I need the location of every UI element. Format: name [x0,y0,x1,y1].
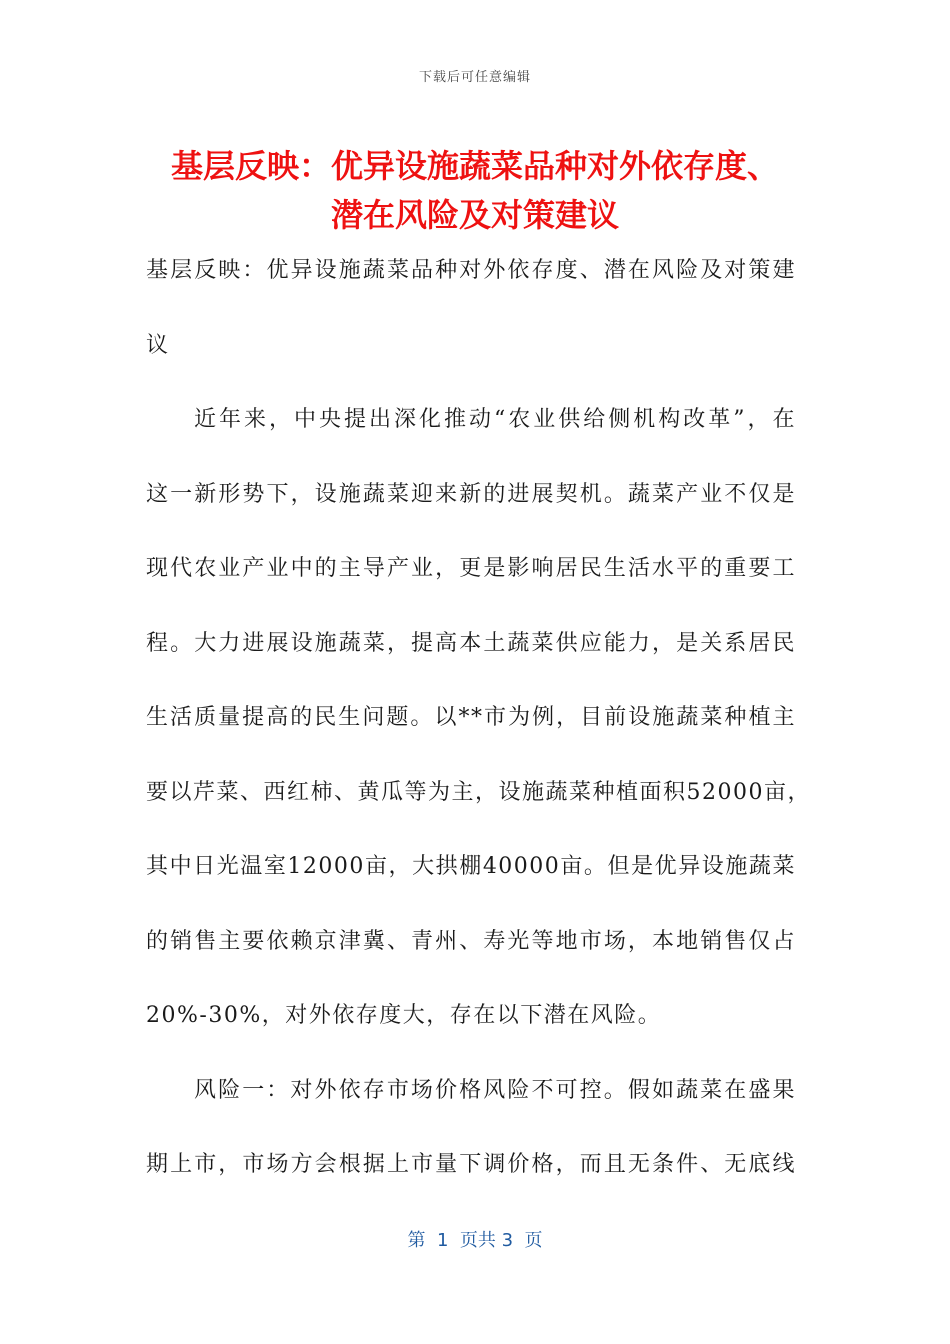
body-line: 近年来，中央提出深化推动“农业供给侧机构改革”，在 [194,407,796,432]
body-line: 期上市，市场方会根据上市量下调价格，而且无条件、无底线 [146,1152,796,1177]
header-note: 下载后可任意编辑 [418,70,531,85]
body-line: 风险一：对外依存市场价格风险不可控。假如蔬菜在盛果 [194,1078,796,1103]
document-title-line-2: 潜在风险及对策建议 [330,196,619,234]
body-line: 这一新形势下，设施蔬菜迎来新的进展契机。蔬菜产业不仅是 [146,482,796,507]
body-line: 要以芹菜、西红柿、黄瓜等为主，设施蔬菜种植面积52000亩， [146,780,811,805]
document-title-line-1: 基层反映：优异设施蔬菜品种对外依存度、 [170,147,779,185]
body-line: 20%-30%，对外依存度大，存在以下潜在风险。 [146,1003,662,1028]
body-line: 基层反映：优异设施蔬菜品种对外依存度、潜在风险及对策建 [146,258,796,283]
body-line: 其中日光温室12000亩，大拱棚40000亩。但是优异设施蔬菜 [146,854,796,879]
body-line: 生活质量提高的民生问题。以**市为例，目前设施蔬菜种植主 [146,705,796,730]
body-line: 议 [146,333,170,358]
body-line: 的销售主要依赖京津冀、青州、寿光等地市场，本地销售仅占 [146,929,796,954]
body-line: 程。大力进展设施蔬菜，提高本土蔬菜供应能力，是关系居民 [146,631,796,656]
page-number-footer: 第 1 页共 3 页 [407,1230,543,1251]
body-line: 现代农业产业中的主导产业，更是影响居民生活水平的重要工 [146,556,796,581]
